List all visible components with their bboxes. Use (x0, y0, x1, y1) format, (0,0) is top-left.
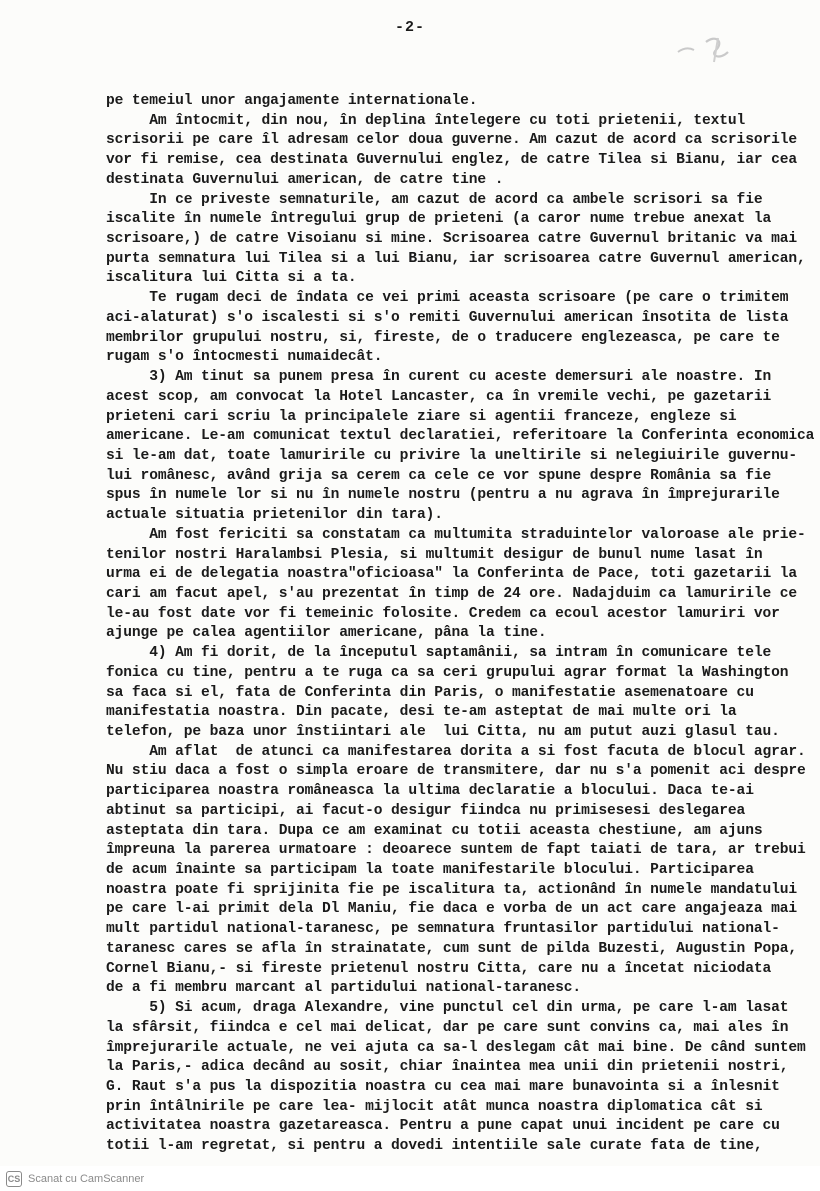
text-line: prin întâlnirile pe care lea- mijlocit atât munca noastra diplomatica cât si (106, 1098, 763, 1115)
page-number: -2- (394, 19, 425, 36)
text-line: cari am facut apel, s'au prezentat în timp de 24 ore. Nadajduim ca lamuririle ce (106, 585, 798, 602)
text-line: G. Raut s'a pus la dispozitia noastra cu cea mai mare bunavointa si a înlesnit (106, 1078, 780, 1095)
text-line: Cornel Bianu,- si fireste prietenul nostru Citta, care nu a încetat niciodata (106, 960, 772, 977)
text-line: destinata Guvernului american, de catre tine . (106, 171, 504, 188)
text-line: iscalite în numele întregului grup de prieteni (a caror nume trebue anexat la (106, 211, 772, 228)
text-line: Am fost fericiti sa constatam ca multumita straduintelor valoroase ale prie- (106, 526, 806, 543)
text-line: pe care l-ai primit dela Dl Maniu, fie daca e vorba de un act care angajeaza mai (106, 901, 798, 918)
text-line: actuale situatia prietenilor din tara). (106, 507, 443, 524)
text-line: telefon, pe baza unor înstiintari ale lui Citta, nu am putut auzi glasul tau. (106, 724, 780, 740)
camscanner-logo-icon: CS (6, 1171, 22, 1187)
text-line: prieteni cari scriu la principalele ziare si agentii franceze, engleze si (106, 408, 737, 425)
letter-body (106, 92, 815, 1157)
text-line: rugam s'o întocmesti numaidecât. (106, 349, 383, 366)
text-line: vor fi remise, cea destinata Guvernului englez, de catre Tilea si Bianu, iar cea (106, 152, 798, 169)
text-line: spus în numele lor si nu în numele nostru (pentru a nu agrava în împrejurarile (106, 487, 780, 504)
text-line: de a fi membru marcant al partidului national-taranesc. (106, 980, 582, 997)
text-line: iscalitura lui Citta si a ta. (106, 270, 357, 287)
scanner-footer (0, 1166, 820, 1191)
text-line: 4) Am fi dorit, de la începutul saptamânii, sa intram în comunicare tele (106, 645, 772, 662)
text-line: si le-am dat, toate lamuririle cu privire la uneltirile si nelegiuirile guvernu- (106, 447, 798, 464)
text-line: urma ei de delegatia noastra"oficioasa" la Conferinta de Pace, toti gazetarii la (106, 566, 798, 583)
text-line: la sfârsit, fiindca e cel mai delicat, dar pe care sunt convins ca, mai ales în (106, 1019, 789, 1036)
text-line: scrisorii pe care îl adresam celor doua guverne. Am cazut de acord ca scrisorile (106, 132, 798, 149)
text-line: sa faca si el, fata de Conferinta din Paris, o manifestatie asemenatoare cu (106, 684, 754, 701)
text-line: noastra poate fi sprijinita fie pe iscalitura ta, actionând în numele mandatului (106, 881, 798, 898)
text-line: manifestatia noastra. Din pacate, desi te-am asteptat de mai multe ori la (106, 704, 737, 721)
text-line: In ce priveste semnaturile, am cazut de acord ca ambele scrisori sa fie (106, 191, 763, 208)
scanner-label: Scanat cu CamScanner (28, 1172, 145, 1185)
text-line: Am întocmit, din nou, în deplina întelegere cu toti prietenii, textul (106, 112, 746, 129)
text-line: împrejurarile actuale, ne vei ajuta ca sa-l deslegam cât mai bine. De când suntem (106, 1039, 806, 1056)
text-line: 3) Am tinut sa punem presa în curent cu aceste demersuri ale noastre. In (106, 369, 772, 386)
text-line: tenilor nostri Haralambsi Plesia, si multumit desigur de bunul nume lasat în (106, 546, 763, 563)
text-line: pe temeiul unor angajamente internationale. (106, 93, 478, 109)
handwritten-mark-icon (672, 28, 772, 68)
text-line: le-au fost date vor fi temeinic folosite. Credem ca ecoul acestor lamuriri vor (106, 605, 780, 622)
text-line: taranesc cares se afla în strainatate, cum sunt de pilda Buzesti, Augustin Popa, (106, 940, 798, 957)
text-line: 5) Si acum, draga Alexandre, vine punctul cel din urma, pe care l-am lasat (106, 1000, 789, 1017)
text-line: totii l-am regretat, si pentru a dovedi intentiile sale curate fata de tine, (106, 1138, 763, 1155)
text-line: abtinut sa participi, ai facut-o desigur fiindca nu primisesesi deslegarea (106, 802, 746, 819)
text-line: Am aflat de atunci ca manifestarea dorita a si fost facuta de blocul agrar. (106, 743, 806, 760)
text-line: purta semnatura lui Tilea si a lui Bianu, iar scrisoarea catre Guvernul american, (106, 250, 806, 267)
text-line: participarea noastra româneasca la ultima declaratie a blocului. Daca te-ai (106, 783, 754, 800)
text-line: ajunge pe calea agentiilor americane, pâna la tine. (106, 625, 547, 642)
text-line: mult partidul national-taranesc, pe semnatura fruntasilor partidului national- (106, 921, 780, 938)
text-line: la Paris,- adica decând au sosit, chiar înaintea mea unii din prietenii nostri, (106, 1059, 789, 1076)
text-line: lui românesc, având grija sa cerem ca cele ce vor spune despre România sa fie (106, 467, 772, 484)
text-line: asteptata din tara. Dupa ce am examinat cu totii aceasta chestiune, am ajuns (106, 822, 763, 839)
text-line: fonica cu tine, pentru a te ruga ca sa ceri grupului agrar format la Washington (106, 664, 789, 681)
text-line: activitatea noastra gazetareasca. Pentru a pune capat unui incident pe care cu (106, 1118, 780, 1135)
text-line: Te rugam deci de îndata ce vei primi aceasta scrisoare (pe care o trimitem (106, 290, 789, 307)
text-line: Nu stiu daca a fost o simpla eroare de transmitere, dar nu s'a pomenit aci despre (106, 763, 806, 780)
text-line: aci-alaturat) s'o iscalesti si s'o remiti Guvernului american însotita de lista (106, 309, 789, 326)
text-line: scrisoare,) de catre Visoianu si mine. Scrisoarea catre Guvernul britanic va mai (106, 231, 798, 248)
text-line: acest scop, am convocat la Hotel Lancaster, ca în vremile vechi, pe gazetarii (106, 388, 772, 405)
text-line: de acum înainte sa participam la toate manifestarile blocului. Participarea (106, 862, 754, 879)
text-line: împreuna la parerea urmatoare : deoarece suntem de fapt taiati de tara, ar trebui (106, 842, 806, 859)
text-line: membrilor grupului nostru, si, fireste, de o traducere englezeasca, pe care te (106, 329, 780, 346)
text-line: americane. Le-am comunicat textul declaratiei, referitoare la Conferinta economica (106, 428, 815, 445)
